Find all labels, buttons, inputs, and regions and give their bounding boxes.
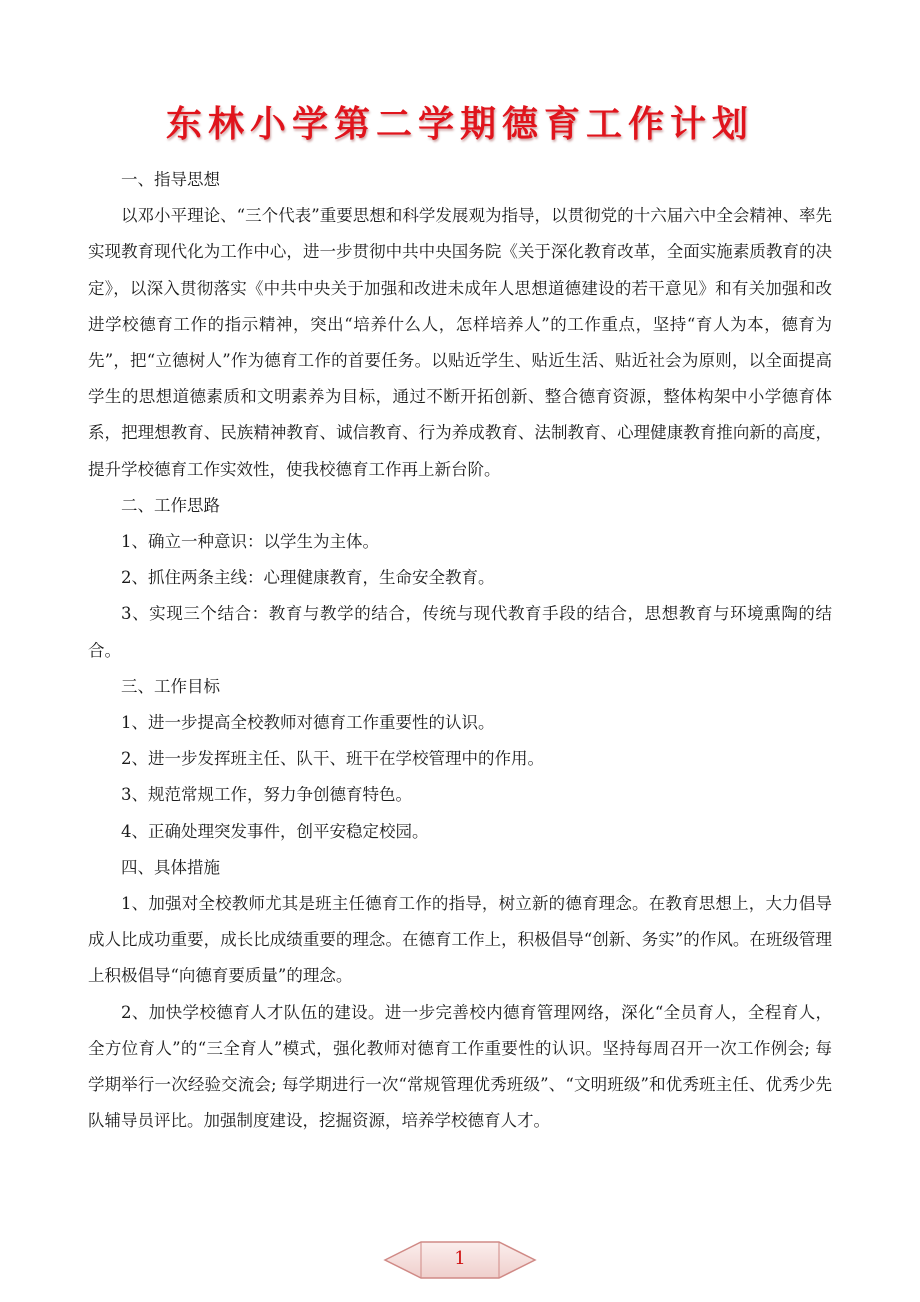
list-item: 1、确立一种意识：以学生为主体。 [121, 532, 379, 552]
section-heading: 三、工作目标 [121, 676, 220, 696]
body-paragraph: 1、加强对全校教师尤其是班主任德育工作的指导，树立新的德育理念。在教育思想上，大力倡导成人比成功重要，成长比成绩重要的理念。在德育工作上，积极倡导“创新、务实”的作风。在班级管理上积极倡导“向德育要质量”的理念。 [88, 894, 832, 986]
document-body [88, 162, 832, 1139]
page-number: 1 [454, 1248, 466, 1269]
section-heading: 四、具体措施 [121, 857, 220, 877]
list-item: 2、进一步发挥班主任、队干、班干在学校管理中的作用。 [121, 749, 544, 769]
body-paragraph: 2、加快学校德育人才队伍的建设。进一步完善校内德育管理网络，深化“全员育人，全程育人，全方位育人”的“三全育人”模式，强化教师对德育工作重要性的认识。坚持每周召开一次工作例会; 每学期举行一次经验交流会; 每学期进行一次“常规管理优秀班级”、“文明班级”和优秀班主任、优秀少先队辅导员评比。加强制度建设，挖掘资源，培养学校德育人才。 [88, 1002, 832, 1131]
list-item: 3、实现三个结合：教育与教学的结合，传统与现代教育手段的结合，思想教育与环境熏陶的结合。 [88, 604, 832, 660]
section-heading: 二、工作思路 [121, 495, 220, 515]
list-item: 3、规范常规工作，努力争创德育特色。 [121, 785, 412, 805]
page-number-badge [381, 1238, 539, 1284]
list-item: 1、进一步提高全校教师对德育工作重要性的认识。 [121, 713, 495, 733]
document-title: 东林小学第二学期德育工作计划 [165, 104, 754, 145]
body-paragraph: 以邓小平理论、“三个代表”重要思想和科学发展观为指导，以贯彻党的十六届六中全会精神、率先实现教育现代化为工作中心，进一步贯彻中共中央国务院《关于深化教育改革，全面实施素质教育的决定》，以深入贯彻落实《中共中央关于加强和改进未成年人思想道德建设的若干意见》和有关加强和改进学校德育工作的指示精神，突出“培养什么人，怎样培养人”的工作重点，坚持“育人为本，德育为先”，把“立德树人”作为德育工作的首要任务。以贴近学生、贴近生活、贴近社会为原则，以全面提高学生的思想道德素质和文明素养为目标，通过不断开拓创新、整合德育资源，整体构架中小学德育体系，把理想教育、民族精神教育、诚信教育、行为养成教育、法制教育、心理健康教育推向新的高度，提升学校德育工作实效性，使我校德育工作再上新台阶。 [88, 206, 832, 479]
list-item: 2、抓住两条主线：心理健康教育，生命安全教育。 [121, 568, 495, 588]
section-heading: 一、指导思想 [121, 170, 220, 189]
list-item: 4、正确处理突发事件，创平安稳定校园。 [121, 821, 429, 841]
